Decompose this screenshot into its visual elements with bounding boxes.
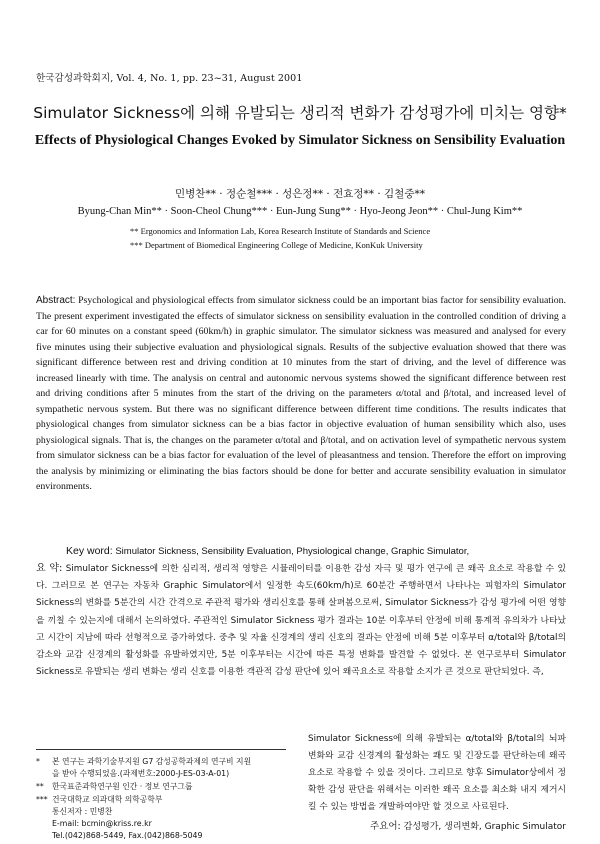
keywords-label: Key word: [66, 545, 113, 557]
footnote-1 [36, 756, 251, 780]
footnote-line: 한국표준과학연구원 인간 · 정보 연구그룹 [52, 782, 193, 791]
footnote-line: E-mail: bcmin@kriss.re.kr [52, 819, 152, 828]
korean-keywords-text: 감성평가, 생리변화, Graphic Simulator [403, 822, 566, 832]
abstract-text: Psychological and physiological effects from simulator sickness could be an important bias factor for sensibility evaluation. The present experiment investigated the effects of simulator sickness on sensibility evaluation in the controlled condition of driving a car for 60 minutes on a constant speed (60km/h) in graphic simulator. The simulator sickness was measured and analysed for every five minutes using their subjective evaluation and physiological signals. Results of the subjective evaluation showed that there was significant difference between rest and driving condition at 10 minutes from the start of driving, and the level of difference was increased linearly with time. The analysis on central and autonomic nervous systems showed the significant difference between rest and driving conditions after 5 minutes from the start of the driving on the parameters α/total and β/total, and increased level of sympathetic nervous system. But there was no significant difference between different time conditions. The results indicates that physiological changes from simulator sickness can be a bias factor in objective evaluation of human sensibility which also, uses physiological signals. That is, the changes on the parameter α/total and β/total, and on activation level of sympathetic nervous system from simulator sickness can be a bias factor for evaluation of the level of pleasantness and tension. Therefore the effort on improving the analysis by minimizing or eliminating the bias factors should be done for better and accurate sensibility evaluation in simulator environments. [36, 295, 566, 492]
journal-header: 한국감성과학회지, Vol. 4, No. 1, pp. 23~31, August 2001 [36, 73, 303, 84]
footnote-line: 을 받아 수행되었음.(과제번호:2000-J-ES-03-A-01) [52, 769, 230, 778]
footnote-line: Tel.(042)868-5449, Fax.(042)868-5049 [52, 831, 203, 840]
footnote-2 [36, 781, 192, 793]
abstract-label: Abstract: [36, 295, 76, 306]
affiliation-2: *** Department of Biomedical Engineering College of Medicine, KonKuk University [130, 240, 423, 250]
korean-authors: 민병찬** · 정순철*** · 성은정** · 전효정** · 김철중** [175, 188, 425, 200]
korean-keywords-label: 주요어: [370, 821, 401, 832]
footnote-line: 통신저자 : 민병찬 [52, 807, 113, 816]
keywords-text: Simulator Sickness, Sensibility Evaluation, Physiological change, Graphic Simulator, [115, 546, 470, 557]
keywords [66, 545, 469, 557]
footnote-mark: *** [36, 795, 48, 804]
footnote-mark: * [36, 757, 40, 766]
summary-text: Simulator Sickness에 의한 심리적, 생리적 영향은 시뮬레이터를 이용한 감성 자극 및 평가 연구에 큰 왜곡 요소로 작용할 수 있다. 그러므로 본 연구는 자동차 Graphic Simulator에서 일정한 속도(60km/h)로 60분간 주행하면서 나타나는 피험자의 Simulator Sickness의 변화를 5분간의 시간 간격으로 주관적 평가와 생리신호를 통해 살펴봄으로써, Simulator Sickness가 감성 평가에 어떤 영향을 끼칠 수 있는지에 대해서 논의하였다. 주관적인 Simulator Sickness 평가 결과는 10분 이후부터 안정에 비해 통계적 유의차가 나타났고 시간이 지남에 따라 선형적으로 증가하였다. 중추 및 자율 신경계의 생리 신호의 결과는 안정에 비해 5분 이후부터 α/total와 β/total의 감소와 교감 신경계의 활성화를 유발하였지만, 5분 이후부터는 시간에 따른 특정 변화를 발견할 수 없었다. 본 연구로부터 Simulator Sickness로 유발되는 생리 변화는 생리 신호를 이용한 객관적 감성 판단에 있어 왜곡요소로 작용할 소지가 큰 것으로 판단되었다. 즉, [36, 564, 567, 678]
abstract [36, 293, 566, 495]
footnote-line: 건국대학교 의과대학 의학공학부 [52, 795, 163, 804]
korean-keywords [370, 818, 566, 832]
english-authors: Byung-Chan Min** · Soon-Cheol Chung*** · Eun-Jung Sung** · Hyo-Jeong Jeon** · Chul-Jung Kim** [77, 206, 523, 217]
footnote-divider [36, 749, 286, 750]
korean-summary [36, 560, 566, 681]
summary-continued: Simulator Sickness에 의해 유발되는 α/total와 β/total의 뇌파 변화와 교감 신경계의 활성화는 쾌도 및 긴장도를 판단하는데 왜곡 요소로 작용할 수 있을 것이다. 그리므로 향후 Simulator상에서 정확한 감성 판단을 위해서는 이러한 왜곡 요소를 최소화 내지 제거시킬 수 있는 방법을 개발하여야만 할 것으로 사료된다. [308, 734, 566, 812]
summary-label: 요 약: [36, 563, 63, 574]
korean-title: Simulator Sickness에 의해 유발되는 생리적 변화가 감성평가에 미치는 영향* [33, 104, 567, 122]
english-title: Effects of Physiological Changes Evoked by Simulator Sickness on Sensibility Evaluation [34, 133, 566, 148]
footnote-line: 본 연구는 과학기술부지원 G7 감성공학과제의 연구비 지원 [52, 757, 252, 766]
footnote-mark: ** [36, 782, 44, 791]
footnote-3 [36, 794, 202, 842]
affiliation-1: ** Ergonomics and Information Lab, Korea Research Institute of Standards and Science [130, 226, 431, 236]
